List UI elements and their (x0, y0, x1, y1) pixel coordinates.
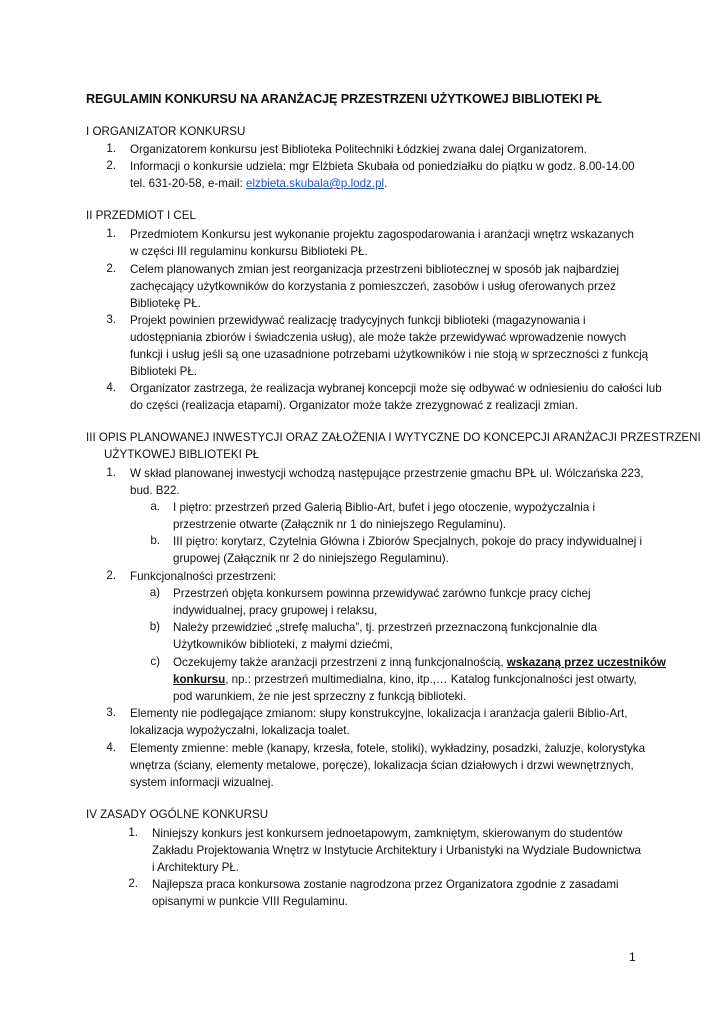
section-3-heading-cont: UŻYTKOWEJ BIBLIOTEKI PŁ (104, 448, 260, 461)
sublist-letter: a. (150, 500, 160, 513)
sublist-letter: b. (150, 534, 160, 547)
page-number: 1 (629, 950, 636, 964)
list-item-line: bud. B22. (130, 484, 180, 497)
sublist-line: Użytkowników biblioteki, z małymi dziećmi, (173, 638, 393, 651)
list-number: 4. (106, 741, 116, 754)
list-item-line: w części III regulaminu konkursu Biblioteki PŁ. (130, 245, 368, 258)
list-number: 2. (106, 159, 116, 172)
list-item: Organizatorem konkursu jest Biblioteka Politechniki Łódzkiej zwana dalej Organizatorem. (130, 143, 587, 156)
contact-period: . (384, 177, 388, 190)
list-item-line: udostępniania zbiorów i świadczenia usług), ale może także przewidywać wprowadzenie nowych (130, 331, 627, 344)
list-item-line: i Architektury PŁ. (152, 861, 239, 874)
list-item-line: wnętrza (ściany, elementy metalowe, poręcze), lokalizacja ścian działowych i drzwi wewnętrznych, (130, 759, 634, 772)
list-item-line: Projekt powinien przewidywać realizację tradycyjnych funkcji biblioteki (magazynowania i (130, 314, 586, 327)
sublist-line: grupowej (Załącznik nr 2 do niniejszego Regulaminu). (173, 552, 449, 565)
list-item-line: Organizator zastrzega, że realizacja wybranej koncepcji może się odbywać w odniesieniu do całości lub (130, 382, 662, 395)
sublist-line: przestrzenie otwarte (Załącznik nr 1 do niniejszego Regulaminu). (173, 518, 507, 531)
list-item-line: zachęcający użytkowników do korzystania z pomieszczeń, zasobów i usług oferowanych przez (130, 280, 616, 293)
document-title: REGULAMIN KONKURSU NA ARANŻACJĘ PRZESTRZENI UŻYTKOWEJ BIBLIOTEKI PŁ (86, 92, 602, 106)
list-number: 3. (106, 706, 116, 719)
list-item-line: Funkcjonalności przestrzeni: (130, 570, 277, 583)
emphasis-text: wskazaną przez uczestników (506, 656, 666, 669)
list-number: 2. (106, 569, 116, 582)
sublist-line: pod warunkiem, że nie jest sprzeczny z funkcją biblioteki. (173, 690, 467, 703)
list-number: 1. (106, 227, 116, 240)
section-4-heading: IV ZASADY OGÓLNE KONKURSU (86, 808, 269, 821)
list-item-line: Przedmiotem Konkursu jest wykonanie projektu zagospodarowania i aranżacji wnętrz wskazanych (130, 228, 634, 241)
list-number: 2. (128, 877, 138, 890)
list-item-contact (130, 175, 387, 192)
list-item-line: Elementy zmienne: meble (kanapy, krzesła, fotele, stoliki), wykładziny, posadzki, żaluzje, kolorystyka (130, 742, 646, 755)
list-number: 1. (106, 142, 116, 155)
sublist-letter: a) (149, 586, 160, 599)
email-link[interactable]: elzbieta.skubala@p.lodz.pl (246, 177, 385, 190)
emphasis-text: konkursu (173, 673, 226, 686)
list-number: 1. (128, 826, 138, 839)
sublist-line: indywidualnej, pracy grupowej i relaksu, (173, 604, 378, 617)
sublist-letter: c) (150, 655, 160, 668)
sublist-line: Przestrzeń objęta konkursem powinna przewidywać zarówno funkcje pracy cichej (173, 587, 591, 600)
list-item-line: system informacji wizualnej. (130, 776, 274, 789)
list-item-line: Niniejszy konkurs jest konkursem jednoetapowym, zamkniętym, skierowanym do studentów (152, 827, 623, 840)
list-item-line: Najlepsza praca konkursowa zostanie nagrodzona przez Organizatora zgodnie z zasadami (152, 878, 619, 891)
sublist-line (173, 671, 637, 688)
list-item-line: opisanymi w punkcie VIII Regulaminu. (152, 895, 348, 908)
list-item-line: funkcji i usług jeśli są one uzasadnione potrzebami użytkowników i nie stoją w sprzeczności z funkcją (130, 348, 649, 361)
list-item-line: Biblioteki PŁ. (130, 365, 198, 378)
sublist-text: Oczekujemy także aranżacji przestrzeni z inną funkcjonalnością, (173, 656, 507, 669)
list-item-line: Zakładu Projektowania Wnętrz w Instytucie Architektury i Urbanistyki na Wydziale Budownictwa (152, 844, 641, 857)
sublist-line: III piętro: korytarz, Czytelnia Główna i Zbiorów Specjalnych, pokoje do pracy indywidualnej i (173, 535, 643, 548)
list-item-line: Celem planowanych zmian jest reorganizacja przestrzeni bibliotecznej w sposób jak najbardziej (130, 263, 620, 276)
list-item-line: Elementy nie podlegające zmianom: słupy konstrukcyjne, lokalizacja i aranżacja galerii Biblio-Art, (130, 707, 628, 720)
list-number: 3. (106, 313, 116, 326)
list-item-line: W skład planowanej inwestycji wchodzą następujące przestrzenie gmachu BPŁ ul. Wólczańska 223, (130, 467, 644, 480)
list-item: Informacji o konkursie udziela: mgr Elżbieta Skubała od poniedziałku do piątku w godz. 8.00-14.00 (130, 160, 635, 173)
list-item-line: Bibliotekę PŁ. (130, 297, 201, 310)
contact-phone: tel. 631-20-58, e-mail: (130, 177, 246, 190)
sublist-text: , np.: przestrzeń multimedialna, kino, itp.,… Katalog funkcjonalności jest otwarty, (225, 673, 637, 686)
section-2-heading: II PRZEDMIOT I CEL (86, 209, 196, 222)
section-3-heading: III OPIS PLANOWANEJ INWESTYCJI ORAZ ZAŁOŻENIA I WYTYCZNE DO KONCEPCJI ARANŻACJI PRZESTRZENI (86, 431, 701, 444)
list-number: 1. (106, 466, 116, 479)
sublist-line: Należy przewidzieć „strefę malucha”, tj. przestrzeń przeznaczoną funkcjonalnie dla (173, 621, 598, 634)
sublist-letter: b) (149, 620, 160, 633)
section-1-heading: I ORGANIZATOR KONKURSU (86, 125, 246, 138)
sublist-line: I piętro: przestrzeń przed Galerią Biblio-Art, bufet i jego otoczenie, wypożyczalnia i (173, 501, 596, 514)
sublist-line (173, 654, 666, 671)
list-number: 2. (106, 262, 116, 275)
list-item-line: lokalizacja wypożyczalni, lokalizacja toalet. (130, 724, 350, 737)
list-item-line: do części (realizacja etapami). Organizator może także zrezygnować z realizacji zmian. (130, 399, 578, 412)
list-number: 4. (106, 381, 116, 394)
